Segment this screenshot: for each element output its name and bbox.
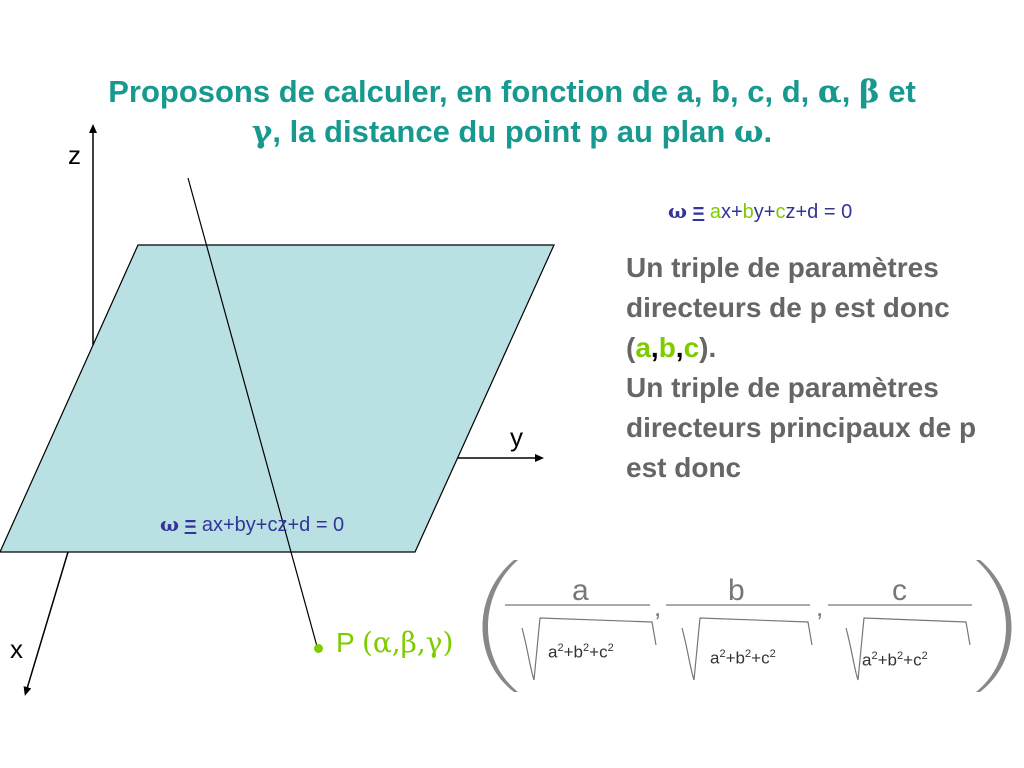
x-term: x+ (720, 201, 743, 223)
left-parenthesis (483, 560, 519, 692)
z-term: z+d = 0 (785, 201, 853, 223)
numerator-a: a (572, 574, 589, 607)
point-coords: (α,β,γ) (361, 626, 454, 659)
para-comma1: , (650, 332, 659, 363)
plane-omega-symbol: ω (160, 512, 180, 536)
den1-exp-a: 2 (557, 642, 564, 654)
title-line1: Proposons de calculer, en fonction de a, b, c, d, (108, 74, 818, 109)
den3-plus1: + (877, 650, 888, 670)
coef-c: c (775, 201, 786, 223)
den2-exp-c: 2 (769, 648, 776, 660)
den2-c: c (761, 648, 770, 668)
z-axis-label: z (68, 140, 81, 170)
alpha-symbol: α (817, 74, 842, 110)
den3-exp-c: 2 (921, 650, 928, 662)
x-axis-label: x (10, 634, 23, 664)
den1-a: a (548, 642, 558, 662)
numerator-b: b (728, 574, 745, 607)
title-line1-end: et (879, 74, 916, 109)
para-part3: Un triple de paramètres directeurs principaux de p est donc (626, 372, 977, 483)
gamma-symbol: γ (251, 114, 273, 150)
right-parenthesis (976, 560, 1012, 692)
den1-plus1: + (563, 642, 574, 662)
para-b: b (658, 332, 676, 363)
den2-plus1: + (725, 648, 736, 668)
para-comma2: , (675, 332, 684, 363)
plane-equals-sign: = (184, 514, 197, 536)
top-equals-sign: = (692, 201, 705, 223)
point-name: P (336, 627, 362, 658)
coef-a: a (709, 201, 721, 223)
numerator-c: c (892, 574, 907, 607)
den3-plus2: + (903, 650, 914, 670)
denominator-2 (710, 648, 776, 669)
vector-comma-2: , (816, 592, 824, 622)
den3-c: c (913, 650, 922, 670)
top-omega-symbol: ω (668, 199, 688, 223)
den1-c: c (599, 642, 608, 662)
den1-b: b (573, 642, 583, 662)
title-line2: , la distance du point p au plan (272, 114, 734, 149)
den3-a: a (862, 650, 872, 670)
den1-exp-b: 2 (583, 642, 590, 654)
den3-exp-b: 2 (897, 650, 904, 662)
plane-equation-rest: ax+by+cz+d = 0 (196, 514, 345, 536)
y-term: y+ (753, 201, 776, 223)
den2-plus2: + (751, 648, 762, 668)
den2-b: b (735, 648, 745, 668)
den1-exp-c: 2 (607, 642, 614, 654)
den1-plus2: + (589, 642, 600, 662)
sqrt-sign-3 (846, 618, 970, 680)
para-part2: ). (699, 332, 717, 363)
denominator-3 (862, 650, 928, 671)
omega-symbol: ω (733, 114, 764, 150)
vector-comma-1: , (654, 592, 662, 622)
den2-exp-a: 2 (719, 648, 726, 660)
y-axis-label: y (510, 422, 523, 452)
den2-exp-b: 2 (745, 648, 752, 660)
den3-exp-a: 2 (871, 650, 878, 662)
beta-symbol: β (859, 74, 880, 110)
den3-b: b (887, 650, 897, 670)
coef-b: b (742, 201, 754, 223)
para-part1: Un triple de paramètres directeurs de p est donc ( (626, 252, 950, 363)
title-line2-end: . (763, 114, 773, 149)
title-separator: , (841, 74, 859, 109)
denominator-1 (548, 642, 614, 663)
para-a: a (635, 332, 651, 363)
para-c: c (683, 332, 700, 363)
den2-a: a (710, 648, 720, 668)
